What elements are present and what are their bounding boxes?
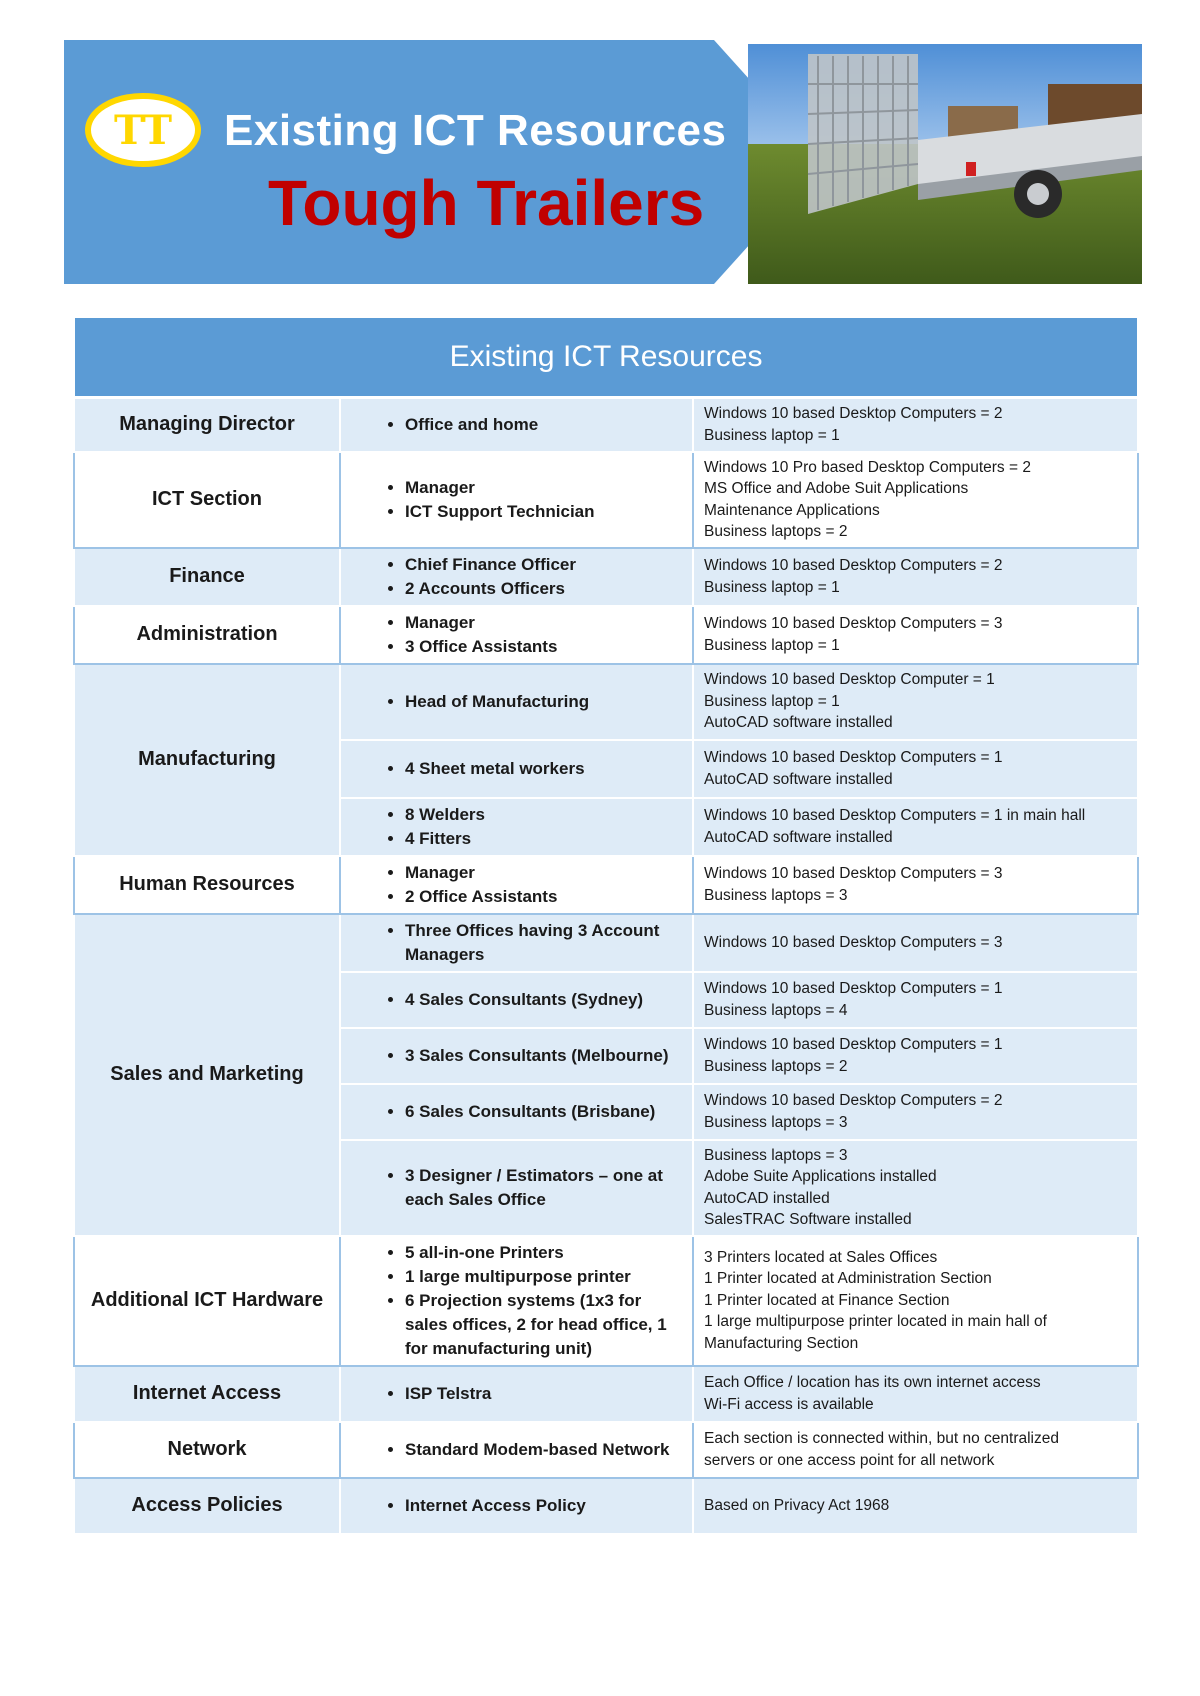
resources-cell xyxy=(693,972,1138,1028)
resources-cell xyxy=(693,1140,1138,1236)
department-name: Manufacturing xyxy=(74,664,340,856)
staff-cell xyxy=(340,1366,693,1422)
staff-list xyxy=(361,476,686,524)
staff-cell xyxy=(340,606,693,664)
staff-item: • 4 Fitters xyxy=(405,827,686,851)
department-name: Sales and Marketing xyxy=(74,914,340,1236)
staff-item: • 2 Office Assistants xyxy=(405,885,686,909)
staff-item: • Manager xyxy=(405,611,686,635)
staff-cell xyxy=(340,972,693,1028)
staff-item: • 2 Accounts Officers xyxy=(405,577,686,601)
table-row xyxy=(74,606,1138,664)
logo-text: TT xyxy=(113,107,173,154)
table-row xyxy=(74,452,1138,548)
department-name: Managing Director xyxy=(74,398,340,452)
resource-line: Windows 10 based Desktop Computers = 2 xyxy=(704,557,1003,574)
staff-item: • 3 Sales Consultants (Melbourne) xyxy=(405,1044,686,1068)
staff-list xyxy=(361,1494,686,1518)
staff-list xyxy=(361,690,686,714)
staff-item: • Head of Manufacturing xyxy=(405,690,686,714)
resources-cell xyxy=(693,798,1138,856)
staff-item: • 4 Sheet metal workers xyxy=(405,757,686,781)
department-name: Finance xyxy=(74,548,340,606)
resource-line: Each section is connected within, but no centralized xyxy=(704,1430,1059,1447)
staff-cell xyxy=(340,452,693,548)
resources-cell xyxy=(693,606,1138,664)
resources-cell xyxy=(693,914,1138,972)
resource-line: Business laptop = 1 xyxy=(704,426,840,444)
staff-list xyxy=(361,1044,686,1068)
staff-list xyxy=(361,611,686,659)
department-name: Administration xyxy=(74,606,340,664)
resource-line: Adobe Suite Applications installed xyxy=(704,1168,937,1185)
resources-cell xyxy=(693,1422,1138,1478)
resource-line: Windows 10 based Desktop Computers = 1 xyxy=(704,1036,1003,1053)
staff-list xyxy=(361,1438,686,1462)
resources-cell xyxy=(693,1236,1138,1366)
resource-line: Windows 10 based Desktop Computers = 2 xyxy=(704,1092,1003,1109)
table-row xyxy=(74,398,1138,452)
resource-line: Business laptops = 2 xyxy=(704,1057,848,1075)
resource-line: Windows 10 based Desktop Computers = 3 xyxy=(704,615,1003,632)
staff-item: • 3 Designer / Estimators – one at each Sales Office xyxy=(405,1164,686,1212)
staff-item: • 8 Welders xyxy=(405,803,686,827)
resource-line: Each Office / location has its own internet access xyxy=(704,1374,1041,1391)
table-row xyxy=(74,1366,1138,1422)
resource-line: Windows 10 based Desktop Computers = 3 xyxy=(704,865,1003,882)
resource-line: Business laptops = 3 xyxy=(704,1146,848,1164)
resource-line: Wi-Fi access is available xyxy=(704,1395,874,1413)
company-logo xyxy=(84,92,202,168)
staff-list xyxy=(361,803,686,851)
staff-list xyxy=(361,757,686,781)
staff-item: • ISP Telstra xyxy=(405,1382,686,1406)
resources-cell xyxy=(693,1366,1138,1422)
department-name: ICT Section xyxy=(74,452,340,548)
resource-line: Maintenance Applications xyxy=(704,501,880,519)
staff-cell xyxy=(340,1140,693,1236)
staff-list xyxy=(361,553,686,601)
resources-cell xyxy=(693,1084,1138,1140)
resource-line: Manufacturing Section xyxy=(704,1334,859,1352)
table-row xyxy=(74,1478,1138,1534)
staff-list xyxy=(361,919,686,967)
table-row xyxy=(74,1422,1138,1478)
resource-line: AutoCAD software installed xyxy=(704,770,893,788)
staff-cell xyxy=(340,1236,693,1366)
resource-line: 1 Printer located at Finance Section xyxy=(704,1291,950,1309)
table-row xyxy=(74,914,1138,972)
staff-item: • Standard Modem-based Network xyxy=(405,1438,686,1462)
trailer-photo xyxy=(748,44,1142,284)
staff-list xyxy=(361,861,686,909)
resource-line: Business laptop = 1 xyxy=(704,578,840,596)
staff-item: • Manager xyxy=(405,861,686,885)
resources-cell xyxy=(693,1028,1138,1084)
department-name: Network xyxy=(74,1422,340,1478)
staff-list xyxy=(361,1241,686,1361)
staff-item: • ICT Support Technician xyxy=(405,500,686,524)
resource-line: Business laptops = 3 xyxy=(704,886,848,904)
staff-cell xyxy=(340,1422,693,1478)
staff-item: • 6 Projection systems (1x3 for sales offices, 2 for head office, 1 for manufacturing unit) xyxy=(405,1289,686,1361)
staff-item: • Internet Access Policy xyxy=(405,1494,686,1518)
resource-line: 3 Printers located at Sales Offices xyxy=(704,1248,938,1266)
staff-item: • 4 Sales Consultants (Sydney) xyxy=(405,988,686,1012)
resource-line: Windows 10 based Desktop Computers = 1 xyxy=(704,980,1003,997)
department-name: Additional ICT Hardware xyxy=(74,1236,340,1366)
staff-list xyxy=(361,413,686,437)
resources-cell xyxy=(693,1478,1138,1534)
staff-cell xyxy=(340,740,693,798)
department-name: Access Policies xyxy=(74,1478,340,1534)
staff-cell xyxy=(340,1028,693,1084)
staff-cell xyxy=(340,856,693,914)
staff-cell xyxy=(340,548,693,606)
resource-line: Windows 10 based Desktop Computers = 2 xyxy=(704,405,1003,423)
resource-line: Business laptops = 3 xyxy=(704,1113,848,1131)
resource-line: 1 large multipurpose printer located in main hall of xyxy=(704,1313,1047,1331)
staff-item: • 3 Office Assistants xyxy=(405,635,686,659)
resources-cell xyxy=(693,664,1138,740)
department-name: Human Resources xyxy=(74,856,340,914)
staff-list xyxy=(361,988,686,1012)
staff-item: • 6 Sales Consultants (Brisbane) xyxy=(405,1100,686,1124)
resources-cell xyxy=(693,452,1138,548)
resource-line: Windows 10 based Desktop Computers = 1 in main hall xyxy=(704,807,1086,824)
ict-resources-table xyxy=(73,316,1139,1535)
resource-line: Based on Privacy Act 1968 xyxy=(704,1496,890,1514)
banner-subtitle: Tough Trailers xyxy=(268,167,705,239)
staff-item: • Three Offices having 3 Account Managers xyxy=(405,919,686,967)
resource-line: AutoCAD software installed xyxy=(704,714,893,732)
resource-line: Business laptop = 1 xyxy=(704,692,840,710)
staff-cell xyxy=(340,398,693,452)
resources-cell xyxy=(693,740,1138,798)
staff-list xyxy=(361,1382,686,1406)
staff-item: • 1 large multipurpose printer xyxy=(405,1265,686,1289)
table-header: Existing ICT Resources xyxy=(74,317,1138,398)
table-row xyxy=(74,664,1138,740)
staff-cell xyxy=(340,914,693,972)
staff-cell xyxy=(340,664,693,740)
table-header-row xyxy=(74,317,1138,398)
resource-line: AutoCAD installed xyxy=(704,1189,830,1207)
resource-line: Windows 10 based Desktop Computer = 1 xyxy=(704,671,995,689)
staff-list xyxy=(361,1100,686,1124)
resource-line: AutoCAD software installed xyxy=(704,828,893,846)
resource-line: MS Office and Adobe Suit Applications xyxy=(704,480,969,497)
resource-line: 1 Printer located at Administration Section xyxy=(704,1270,992,1288)
staff-item: • Chief Finance Officer xyxy=(405,553,686,577)
resource-line: Windows 10 based Desktop Computers = 3 xyxy=(704,933,1003,951)
staff-list xyxy=(361,1164,686,1212)
table-row xyxy=(74,548,1138,606)
resource-line: Business laptops = 4 xyxy=(704,1001,848,1019)
resources-cell xyxy=(693,856,1138,914)
table-row xyxy=(74,856,1138,914)
staff-cell xyxy=(340,798,693,856)
department-name: Internet Access xyxy=(74,1366,340,1422)
staff-cell xyxy=(340,1478,693,1534)
resource-line: servers or one access point for all network xyxy=(704,1451,995,1469)
resources-cell xyxy=(693,548,1138,606)
resource-line: SalesTRAC Software installed xyxy=(704,1211,912,1228)
staff-cell xyxy=(340,1084,693,1140)
staff-item: • 5 all-in-one Printers xyxy=(405,1241,686,1265)
resource-line: Windows 10 Pro based Desktop Computers = 2 xyxy=(704,458,1031,476)
banner-title: Existing ICT Resources xyxy=(224,106,727,155)
resource-line: Windows 10 based Desktop Computers = 1 xyxy=(704,749,1003,766)
staff-item: • Office and home xyxy=(405,413,686,437)
resource-line: Business laptop = 1 xyxy=(704,636,840,654)
staff-item: • Manager xyxy=(405,476,686,500)
resources-cell xyxy=(693,398,1138,452)
table-row xyxy=(74,1236,1138,1366)
resource-line: Business laptops = 2 xyxy=(704,523,848,540)
